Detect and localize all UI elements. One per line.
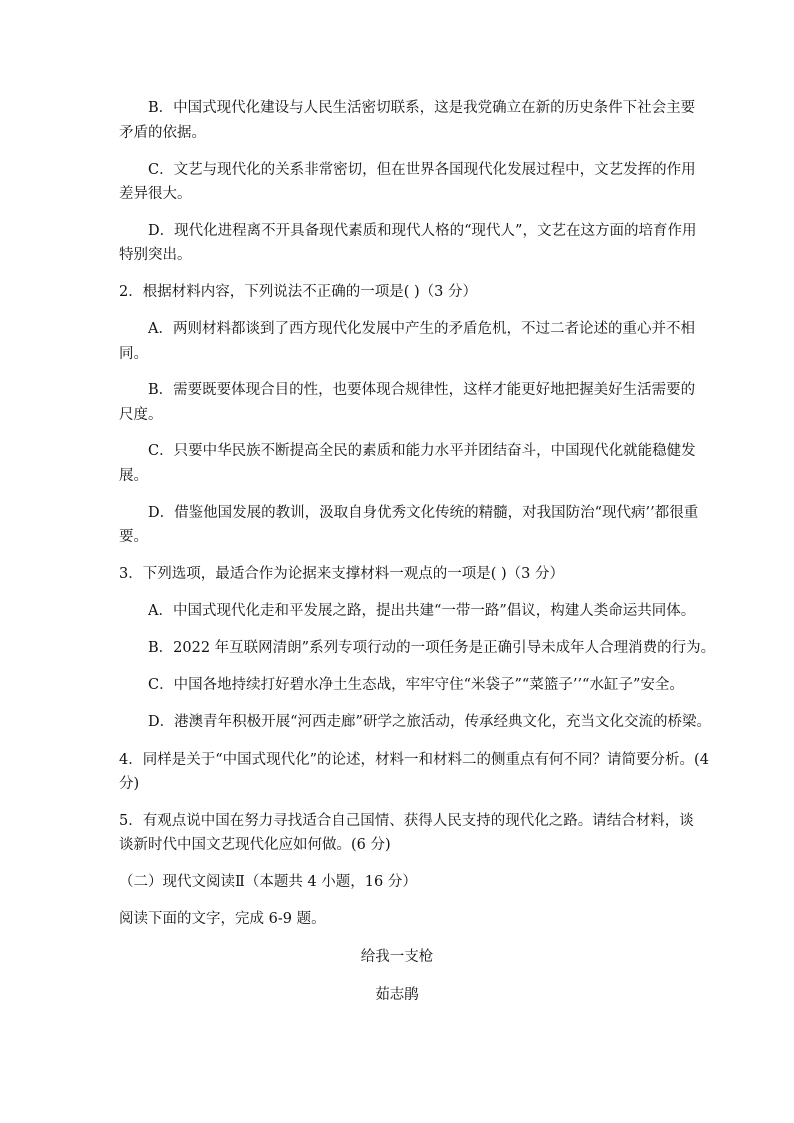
passage-title: 给我一支枪 — [360, 949, 434, 965]
q1-option-d-line2: 特别突出。 — [119, 247, 192, 263]
q2-option-d-line1: D．借鉴他国发展的教训，汲取自身优秀文化传统的精髓，对我国防治“现代病’’都很重 — [148, 505, 699, 521]
q2-option-b-line1: B．需要既要体现合目的性，也要体现合规律性，这样才能更好地把握美好生活需要的 — [148, 382, 696, 398]
q3-option-a: A．中国式现代化走和平发展之路，提出共建“一带一路”倡议，构建人类命运共同体。 — [148, 603, 696, 619]
q2-option-a-line2: 同。 — [119, 346, 148, 362]
q5-line1: 5．有观点说中国在努力寻找适合自己国情、获得人民支持的现代化之路。请结合材料，谈 — [119, 813, 694, 829]
q2-option-c-line1: C．只要中华民族不断提高全民的素质和能力水平并团结奋斗，中国现代化就能稳健发 — [148, 443, 696, 459]
q3-option-d: D．港澳青年积极开展“河西走廊”研学之旅活动，传承经典文化，充当文化交流的桥梁。 — [148, 714, 711, 730]
q2-stem: 2．根据材料内容，下列说法不正确的一项是( )（3 分） — [119, 284, 477, 300]
q3-stem: 3．下列选项，最适合作为论据来支撑材料一观点的一项是( )（3 分） — [119, 566, 564, 582]
q3-option-c: C．中国各地持续打好碧水净土生态战，牢牢守住“米袋子”“菜篮子’’“水缸子”安全。 — [148, 677, 684, 693]
section-heading: （二）现代文阅读Ⅱ（本题共 4 小题，16 分） — [119, 874, 417, 890]
q4-line1: 4．同样是关于“中国式现代化”的论述，材料一和材料二的侧重点有何不同？请简要分析。(4 — [119, 752, 709, 768]
q2-option-d-line2: 要。 — [119, 529, 148, 545]
section-instruction: 阅读下面的文字，完成 6-9 题。 — [119, 911, 326, 927]
q1-option-b-line1: B．中国式现代化建设与人民生活密切联系，这是我党确立在新的历史条件下社会主要 — [148, 100, 696, 116]
q5-line2: 谈新时代中国文艺现代化应如何做。(6 分) — [119, 837, 391, 853]
passage-author: 茹志鹃 — [375, 987, 419, 1003]
q1-option-b-line2: 矛盾的依据。 — [119, 125, 206, 141]
q3-option-b: B．2022 年互联网清朗”系列专项行动的一项任务是正确引导未成年人合理消费的行为。 — [148, 640, 716, 656]
q2-option-c-line2: 展。 — [119, 468, 148, 484]
q4-line2: 分) — [119, 776, 140, 792]
q1-option-d-line1: D．现代化进程离不开具备现代素质和现代人格的“现代人”，文艺在这方面的培育作用 — [148, 223, 697, 239]
q2-option-b-line2: 尺度。 — [119, 407, 163, 423]
q2-option-a-line1: A．两则材料都谈到了西方现代化发展中产生的矛盾危机，不过二者论述的重心并不相 — [148, 321, 695, 337]
q1-option-c-line1: C．文艺与现代化的关系非常密切，但在世界各国现代化发展过程中，文艺发挥的作用 — [148, 162, 696, 178]
q1-option-c-line2: 差异很大。 — [119, 186, 192, 202]
